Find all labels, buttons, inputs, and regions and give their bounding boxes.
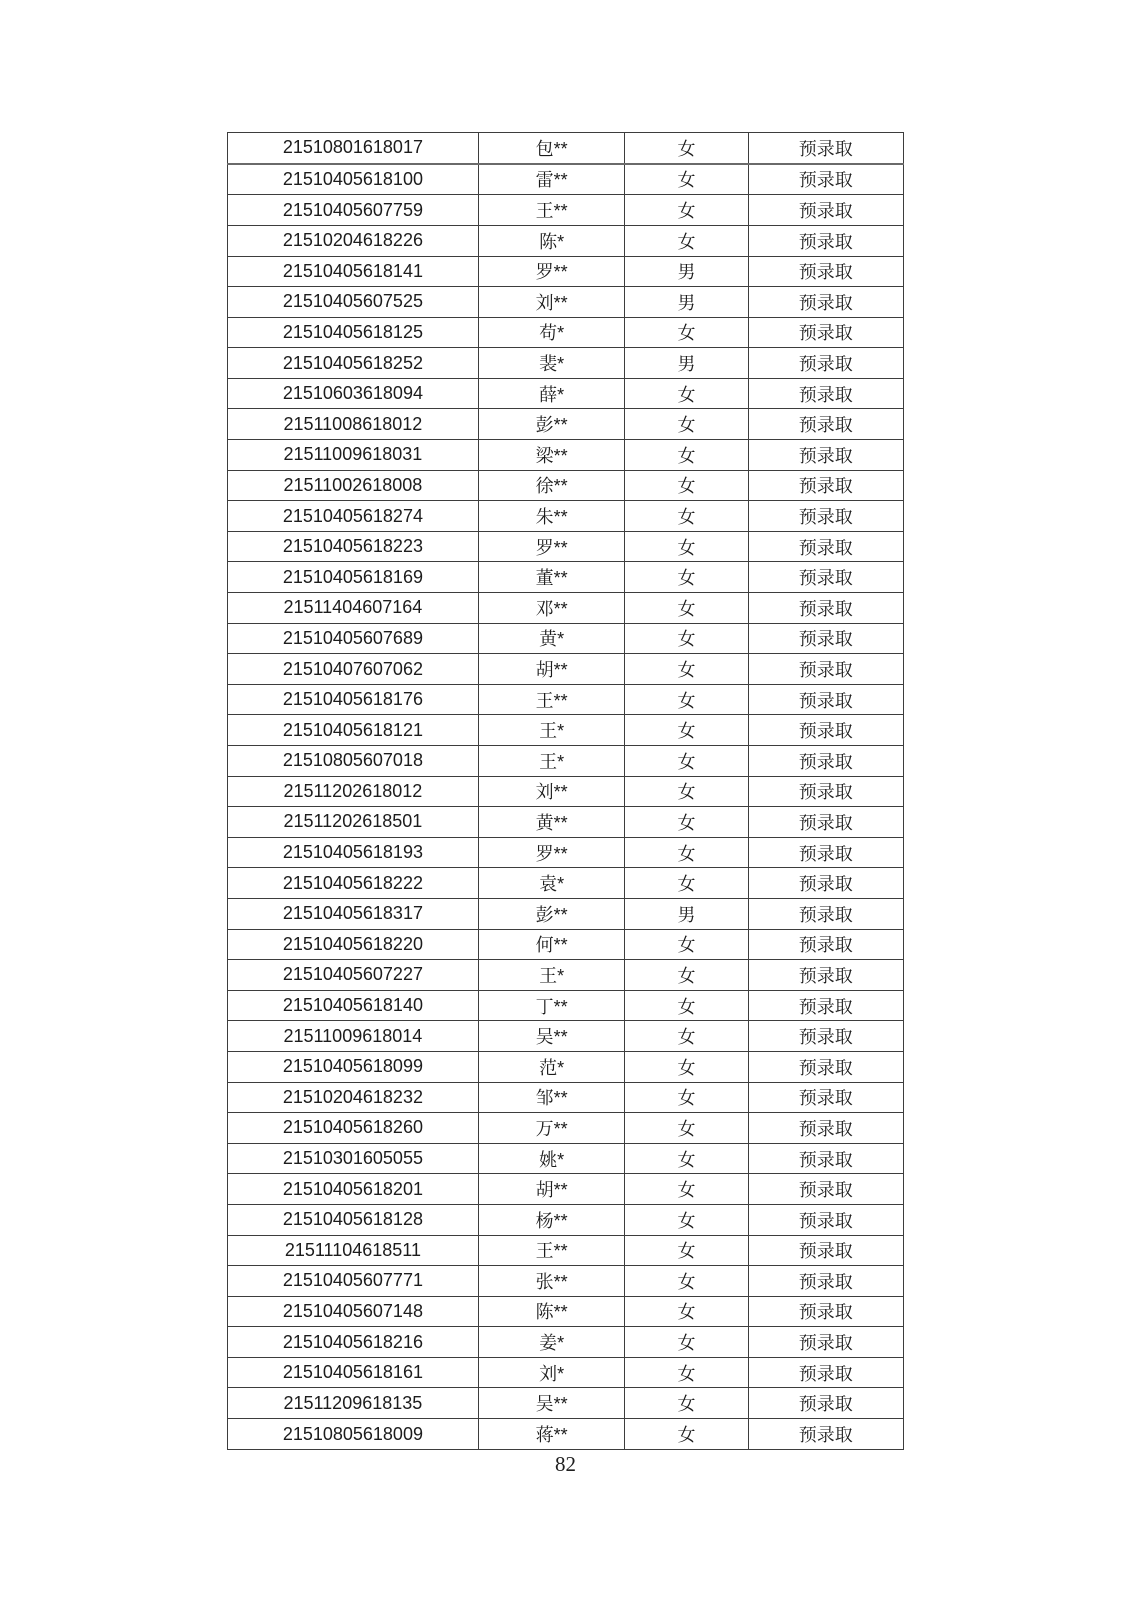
gender-cell: 女 [625, 837, 748, 868]
table-row [228, 256, 904, 287]
admission-status-cell: 预录取 [748, 746, 904, 777]
candidate-id-cell: 21510405618140 [228, 990, 479, 1021]
admission-status-cell: 预录取 [748, 715, 904, 746]
admission-status-cell: 预录取 [748, 562, 904, 593]
table-row [228, 1143, 904, 1174]
gender-cell: 女 [625, 1082, 748, 1113]
candidate-id-cell: 21510407607062 [228, 654, 479, 685]
table-row [228, 225, 904, 256]
gender-cell: 女 [625, 1051, 748, 1082]
admission-status-cell: 预录取 [748, 378, 904, 409]
table-row [228, 929, 904, 960]
masked-name-cell: 黄* [478, 623, 625, 654]
gender-cell: 女 [625, 1143, 748, 1174]
gender-cell: 女 [625, 195, 748, 226]
admission-status-cell: 预录取 [748, 1082, 904, 1113]
gender-cell: 女 [625, 1419, 748, 1450]
admission-status-cell: 预录取 [748, 531, 904, 562]
candidate-id-cell: 21511008618012 [228, 409, 479, 440]
candidate-id-cell: 21511002618008 [228, 470, 479, 501]
masked-name-cell: 丁** [478, 990, 625, 1021]
gender-cell: 女 [625, 378, 748, 409]
table-row [228, 960, 904, 991]
table-row [228, 746, 904, 777]
admission-status-cell: 预录取 [748, 776, 904, 807]
admission-table-wrap [227, 132, 904, 1450]
table-row [228, 195, 904, 226]
masked-name-cell: 胡** [478, 654, 625, 685]
masked-name-cell: 范* [478, 1051, 625, 1082]
table-row [228, 1113, 904, 1144]
admission-status-cell: 预录取 [748, 684, 904, 715]
candidate-id-cell: 21511202618012 [228, 776, 479, 807]
table-row [228, 1419, 904, 1450]
candidate-id-cell: 21511009618031 [228, 440, 479, 471]
admission-status-cell: 预录取 [748, 195, 904, 226]
admission-status-cell: 预录取 [748, 1235, 904, 1266]
admission-status-cell: 预录取 [748, 1174, 904, 1205]
table-row [228, 440, 904, 471]
admission-status-cell: 预录取 [748, 990, 904, 1021]
candidate-id-cell: 21511202618501 [228, 807, 479, 838]
candidate-id-cell: 21510405618099 [228, 1051, 479, 1082]
gender-cell: 女 [625, 164, 748, 195]
table-row [228, 1266, 904, 1297]
masked-name-cell: 姜* [478, 1327, 625, 1358]
admission-status-cell: 预录取 [748, 225, 904, 256]
admission-status-cell: 预录取 [748, 1327, 904, 1358]
table-row [228, 1327, 904, 1358]
admission-status-cell: 预录取 [748, 1357, 904, 1388]
masked-name-cell: 王** [478, 195, 625, 226]
gender-cell: 女 [625, 960, 748, 991]
candidate-id-cell: 21511404607164 [228, 593, 479, 624]
gender-cell: 女 [625, 1174, 748, 1205]
candidate-id-cell: 21510405607689 [228, 623, 479, 654]
table-row [228, 531, 904, 562]
masked-name-cell: 邓** [478, 593, 625, 624]
admission-status-cell: 预录取 [748, 348, 904, 379]
table-row [228, 1082, 904, 1113]
table-row [228, 684, 904, 715]
admission-status-cell: 预录取 [748, 1388, 904, 1419]
gender-cell: 男 [625, 348, 748, 379]
masked-name-cell: 彭** [478, 409, 625, 440]
admission-status-cell: 预录取 [748, 1204, 904, 1235]
gender-cell: 男 [625, 256, 748, 287]
masked-name-cell: 王* [478, 746, 625, 777]
table-row [228, 470, 904, 501]
candidate-id-cell: 21510405618201 [228, 1174, 479, 1205]
table-row [228, 868, 904, 899]
admission-status-cell: 预录取 [748, 1113, 904, 1144]
masked-name-cell: 罗** [478, 531, 625, 562]
masked-name-cell: 蒋** [478, 1419, 625, 1450]
table-row [228, 1235, 904, 1266]
candidate-id-cell: 21510405618128 [228, 1204, 479, 1235]
masked-name-cell: 彭** [478, 898, 625, 929]
admission-status-cell: 预录取 [748, 1143, 904, 1174]
admission-status-cell: 预录取 [748, 1419, 904, 1450]
admission-status-cell: 预录取 [748, 837, 904, 868]
candidate-id-cell: 21510301605055 [228, 1143, 479, 1174]
table-row [228, 654, 904, 685]
masked-name-cell: 黄** [478, 807, 625, 838]
masked-name-cell: 董** [478, 562, 625, 593]
table-row [228, 1021, 904, 1052]
admission-status-cell: 预录取 [748, 256, 904, 287]
admission-status-cell: 预录取 [748, 470, 904, 501]
candidate-id-cell: 21510405618169 [228, 562, 479, 593]
candidate-id-cell: 21510405607525 [228, 287, 479, 318]
masked-name-cell: 裴* [478, 348, 625, 379]
candidate-id-cell: 21510405607771 [228, 1266, 479, 1297]
masked-name-cell: 刘* [478, 1357, 625, 1388]
masked-name-cell: 杨** [478, 1204, 625, 1235]
table-row [228, 807, 904, 838]
page-number: 82 [555, 1452, 576, 1476]
candidate-id-cell: 21510405618141 [228, 256, 479, 287]
candidate-id-cell: 21510405618193 [228, 837, 479, 868]
gender-cell: 男 [625, 898, 748, 929]
table-row [228, 287, 904, 318]
candidate-id-cell: 21510405618220 [228, 929, 479, 960]
candidate-id-cell: 21510405618125 [228, 317, 479, 348]
table-row [228, 1357, 904, 1388]
admission-status-cell: 预录取 [748, 1296, 904, 1327]
table-row [228, 1051, 904, 1082]
table-row [228, 593, 904, 624]
gender-cell: 女 [625, 470, 748, 501]
table-row [228, 623, 904, 654]
table-row [228, 990, 904, 1021]
masked-name-cell: 罗** [478, 256, 625, 287]
masked-name-cell: 袁* [478, 868, 625, 899]
candidate-id-cell: 21510405607759 [228, 195, 479, 226]
candidate-id-cell: 21510405618223 [228, 531, 479, 562]
table-row [228, 776, 904, 807]
masked-name-cell: 邹** [478, 1082, 625, 1113]
masked-name-cell: 王* [478, 960, 625, 991]
gender-cell: 女 [625, 684, 748, 715]
admission-status-cell: 预录取 [748, 287, 904, 318]
table-row [228, 348, 904, 379]
gender-cell: 女 [625, 776, 748, 807]
table-row [228, 378, 904, 409]
admission-status-cell: 预录取 [748, 317, 904, 348]
masked-name-cell: 王* [478, 715, 625, 746]
gender-cell: 女 [625, 409, 748, 440]
candidate-id-cell: 21510405618161 [228, 1357, 479, 1388]
gender-cell: 女 [625, 593, 748, 624]
admission-status-cell: 预录取 [748, 960, 904, 991]
candidate-id-cell: 21510405618121 [228, 715, 479, 746]
admission-status-cell: 预录取 [748, 1266, 904, 1297]
admission-status-cell: 预录取 [748, 623, 904, 654]
candidate-id-cell: 21510405607148 [228, 1296, 479, 1327]
admission-status-cell: 预录取 [748, 593, 904, 624]
gender-cell: 女 [625, 317, 748, 348]
masked-name-cell: 王** [478, 684, 625, 715]
gender-cell: 女 [625, 440, 748, 471]
gender-cell: 女 [625, 531, 748, 562]
table-row [228, 715, 904, 746]
table-row [228, 1388, 904, 1419]
table-row [228, 317, 904, 348]
admission-status-cell: 预录取 [748, 1051, 904, 1082]
masked-name-cell: 胡** [478, 1174, 625, 1205]
gender-cell: 女 [625, 868, 748, 899]
admission-status-cell: 预录取 [748, 807, 904, 838]
admission-status-cell: 预录取 [748, 929, 904, 960]
table-row [228, 1296, 904, 1327]
masked-name-cell: 包** [478, 133, 625, 164]
admission-status-cell: 预录取 [748, 164, 904, 195]
table-row [228, 501, 904, 532]
candidate-id-cell: 21510405618176 [228, 684, 479, 715]
gender-cell: 女 [625, 1357, 748, 1388]
table-row [228, 1204, 904, 1235]
gender-cell: 女 [625, 1327, 748, 1358]
masked-name-cell: 苟* [478, 317, 625, 348]
masked-name-cell: 刘** [478, 776, 625, 807]
masked-name-cell: 雷** [478, 164, 625, 195]
candidate-id-cell: 21510805607018 [228, 746, 479, 777]
gender-cell: 女 [625, 225, 748, 256]
admission-status-cell: 预录取 [748, 654, 904, 685]
candidate-id-cell: 21510405618317 [228, 898, 479, 929]
candidate-id-cell: 21511104618511 [228, 1235, 479, 1266]
gender-cell: 女 [625, 562, 748, 593]
candidate-id-cell: 21510405618260 [228, 1113, 479, 1144]
gender-cell: 女 [625, 1296, 748, 1327]
table-row [228, 837, 904, 868]
masked-name-cell: 姚* [478, 1143, 625, 1174]
table-row [228, 1174, 904, 1205]
masked-name-cell: 张** [478, 1266, 625, 1297]
masked-name-cell: 吴** [478, 1021, 625, 1052]
admission-status-cell: 预录取 [748, 501, 904, 532]
gender-cell: 女 [625, 1235, 748, 1266]
candidate-id-cell: 21510405618274 [228, 501, 479, 532]
masked-name-cell: 陈* [478, 225, 625, 256]
masked-name-cell: 万** [478, 1113, 625, 1144]
gender-cell: 女 [625, 623, 748, 654]
candidate-id-cell: 21510801618017 [228, 133, 479, 164]
masked-name-cell: 徐** [478, 470, 625, 501]
table-row [228, 164, 904, 195]
candidate-id-cell: 21510405618222 [228, 868, 479, 899]
gender-cell: 女 [625, 654, 748, 685]
candidate-id-cell: 21511209618135 [228, 1388, 479, 1419]
gender-cell: 女 [625, 1204, 748, 1235]
masked-name-cell: 朱** [478, 501, 625, 532]
candidate-id-cell: 21510405607227 [228, 960, 479, 991]
masked-name-cell: 刘** [478, 287, 625, 318]
gender-cell: 女 [625, 746, 748, 777]
candidate-id-cell: 21510204618226 [228, 225, 479, 256]
gender-cell: 女 [625, 501, 748, 532]
table-row [228, 898, 904, 929]
candidate-id-cell: 21510204618232 [228, 1082, 479, 1113]
admission-status-cell: 预录取 [748, 1021, 904, 1052]
masked-name-cell: 何** [478, 929, 625, 960]
gender-cell: 男 [625, 287, 748, 318]
masked-name-cell: 王** [478, 1235, 625, 1266]
admission-table-body [228, 133, 904, 1450]
candidate-id-cell: 21510405618252 [228, 348, 479, 379]
table-row [228, 562, 904, 593]
masked-name-cell: 陈** [478, 1296, 625, 1327]
table-row [228, 133, 904, 164]
candidate-id-cell: 21510603618094 [228, 378, 479, 409]
table-row [228, 409, 904, 440]
gender-cell: 女 [625, 807, 748, 838]
masked-name-cell: 梁** [478, 440, 625, 471]
masked-name-cell: 吴** [478, 1388, 625, 1419]
admission-status-cell: 预录取 [748, 440, 904, 471]
gender-cell: 女 [625, 1021, 748, 1052]
admission-status-cell: 预录取 [748, 868, 904, 899]
admission-status-cell: 预录取 [748, 133, 904, 164]
gender-cell: 女 [625, 1113, 748, 1144]
masked-name-cell: 薛* [478, 378, 625, 409]
masked-name-cell: 罗** [478, 837, 625, 868]
gender-cell: 女 [625, 715, 748, 746]
gender-cell: 女 [625, 1266, 748, 1297]
gender-cell: 女 [625, 929, 748, 960]
candidate-id-cell: 21510805618009 [228, 1419, 479, 1450]
admission-status-cell: 预录取 [748, 409, 904, 440]
candidate-id-cell: 21510405618216 [228, 1327, 479, 1358]
gender-cell: 女 [625, 990, 748, 1021]
gender-cell: 女 [625, 133, 748, 164]
candidate-id-cell: 21510405618100 [228, 164, 479, 195]
gender-cell: 女 [625, 1388, 748, 1419]
candidate-id-cell: 21511009618014 [228, 1021, 479, 1052]
admission-status-cell: 预录取 [748, 898, 904, 929]
admission-table [227, 132, 904, 1450]
